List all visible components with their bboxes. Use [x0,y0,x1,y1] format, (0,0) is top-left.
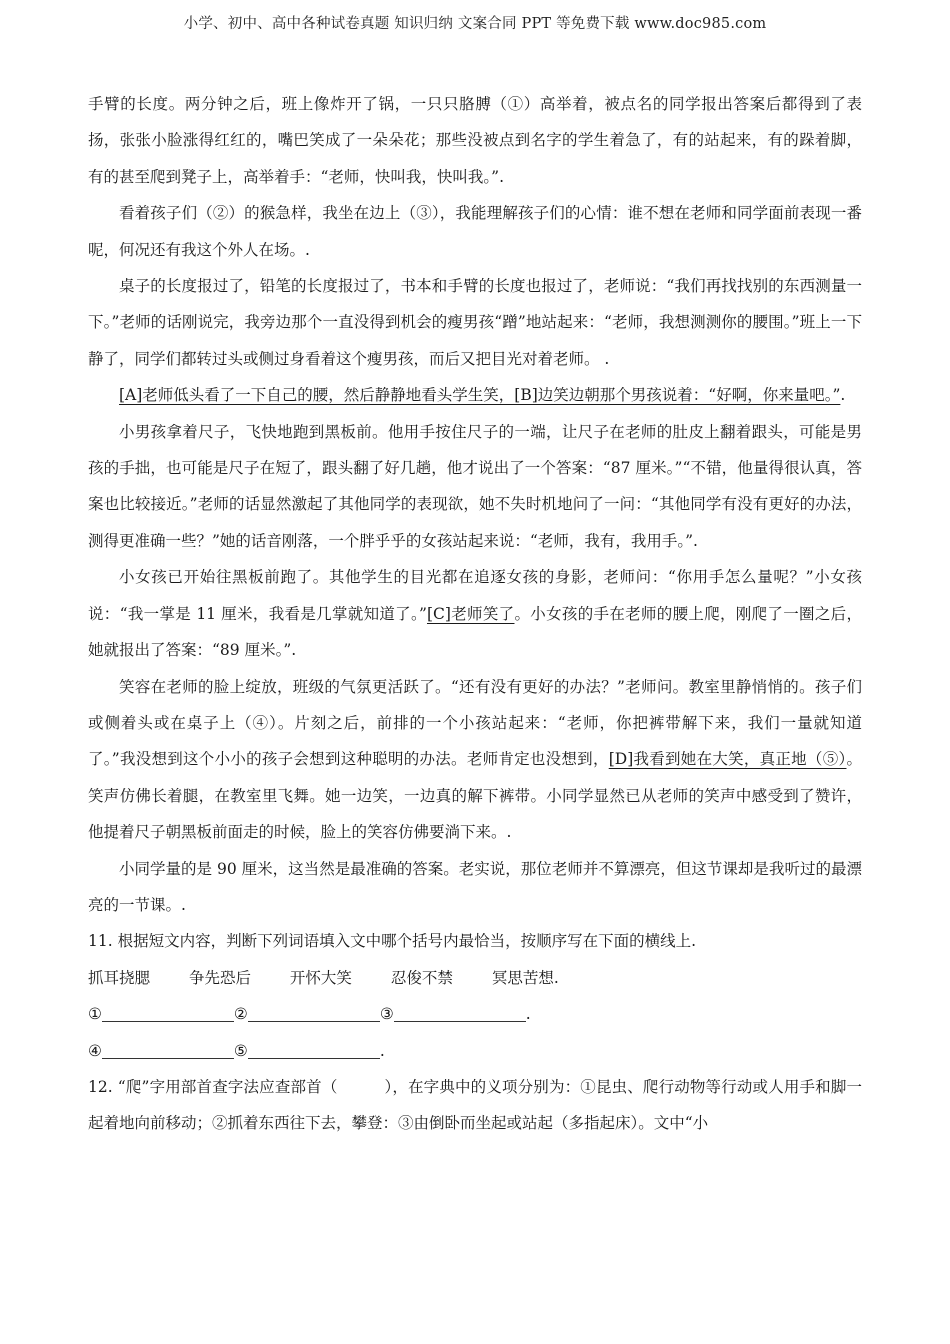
blank-label-5: ⑤ [233,1041,248,1060]
word-option: 冥思苦想. [491,968,559,987]
answer-blank-2[interactable] [248,1003,380,1022]
word-bank [88,960,862,996]
answer-blank-1[interactable] [102,1003,234,1022]
answer-blank-4[interactable] [102,1040,234,1059]
answer-blank-3[interactable] [394,1003,526,1022]
word-option: 开怀大笑 [289,968,352,987]
blank-label-1: ① [88,1005,102,1024]
paragraph-8: 小同学量的是 90 厘米，这当然是最准确的答案。老实说，那位老师并不算漂亮，但这节课却是我听过的最漂亮的一节课。. [88,859,862,914]
paragraph-6-part-a: 小女孩已开始往黑板前跑了。其他学生的目光都在追逐女孩的身影，老师问：“你用手怎么量呢？”小女孩说：“我一掌是 11 厘米，我看是几掌就知道了。” [88,568,862,623]
paragraph-6-part-b: 。小女孩的手在老师的腰上爬，刚爬了一圈之后，她就报出了答案：“89 厘米。”. [88,604,862,660]
paragraph-7-part-a: 笑容在老师的脸上绽放，班级的气氛更活跃了。“还有没有更好的办法？”老师问。教室里静悄悄的。孩子们或侧着头或在桌子上（④）。片刻之后，前排的一个小孩站起来：“老师，你把裤带解下来，我们一量就知道了。”我没想到这个小小的孩子会想到这种聪明的办法。老师肯定也没想到， [88,677,862,769]
underlined-sentence-d: [D]我看到她在大笑，真正地（⑤） [608,750,847,769]
paragraph-6 [88,559,862,668]
blank-label-4: ④ [88,1041,102,1060]
paragraph-1: 手臂的长度。两分钟之后，班上像炸开了锅，一只只胳膊（①）高举着，被点名的同学报出答案后都得到了表扬，张张小脸涨得红红的，嘴巴笑成了一朵朵花；那些没被点到名字的学生着急了，有的站起来，有的跺着脚，有的甚至爬到凳子上，高举着手：“老师，快叫我，快叫我。”. [88,95,862,186]
blank-label-3: ③ [379,1005,394,1024]
answer-blank-5[interactable] [248,1040,380,1059]
underlined-sentence-ab: [A]老师低头看了一下自己的腰，然后静静地看头学生笑，[B]边笑边朝那个男孩说着：“好啊，你来量吧。” [119,386,841,405]
paragraph-4-end: . [840,386,846,405]
paragraph-7-part-b: 。笑声仿佛长着腿，在教室里飞舞。她一边笑，一边真的解下裤带。小同学显然已从老师的笑声中感受到了赞许，他提着尺子朝黑板前面走的时候，脸上的笑容仿佛要淌下来。. [88,750,862,842]
word-option: 争先恐后 [188,968,251,987]
paragraph-7 [88,669,862,851]
paragraph-2: 看着孩子们（②）的猴急样，我坐在边上（③），我能理解孩子们的心情：谁不想在老师和同学面前表现一番呢，何况还有我这个外人在场。. [88,204,862,259]
page-header: 小学、初中、高中各种试卷真题 知识归纳 文案合同 PPT 等免费下载 www.doc985.com [183,16,767,32]
blank-label-2: ② [233,1005,248,1024]
document-body [88,86,862,1142]
line-end-period: . [379,1041,385,1060]
question-12: 12. “爬”字用部首查字法应查部首（ ），在字典中的义项分别为：①昆虫、爬行动物等行动或人用手和脚一起着地向前移动；②抓着东西往下去，攀登：③由倒卧而坐起或站起（多指起床）。文中“小 [88,1077,862,1133]
paragraph-3: 桌子的长度报过了，铅笔的长度报过了，书本和手臂的长度也报过了，老师说：“我们再找找别的东西测量一下。”老师的话刚说完，我旁边那个一直没得到机会的瘦男孩“蹭”地站起来：“老师，我想测测你的腰围。”班上一下静了，同学们都转过头或侧过身看着这个瘦男孩，而后又把目光对着老师。 . [88,277,862,368]
question-11: 11. 根据短文内容，判断下列词语填入文中哪个括号内最恰当，按顺序写在下面的横线上. [88,932,697,951]
answer-line-2 [88,1033,862,1069]
underlined-sentence-c: [C]老师笑了 [426,604,515,623]
word-option: 忍俊不禁 [390,968,453,987]
line-end-period: . [525,1005,531,1024]
answer-line-1 [88,996,862,1032]
paragraph-4 [88,377,862,413]
word-option: 抓耳挠腮 [88,968,151,987]
paragraph-5: 小男孩拿着尺子，飞快地跑到黑板前。他用手按住尺子的一端，让尺子在老师的肚皮上翻着跟头，可能是男孩的手拙，也可能是尺子在短了，跟头翻了好几趟，他才说出了一个答案：“87 厘米。”“不错，他量得很认真，答案也比较接近。”老师的话显然激起了其他同学的表现欲，她不失时机地问了一问：“其他同学有没有更好的办法，测得更准确一些？”她的话音刚落，一个胖乎乎的女孩站起来说：“老师，我有，我用手。”. [88,422,862,550]
